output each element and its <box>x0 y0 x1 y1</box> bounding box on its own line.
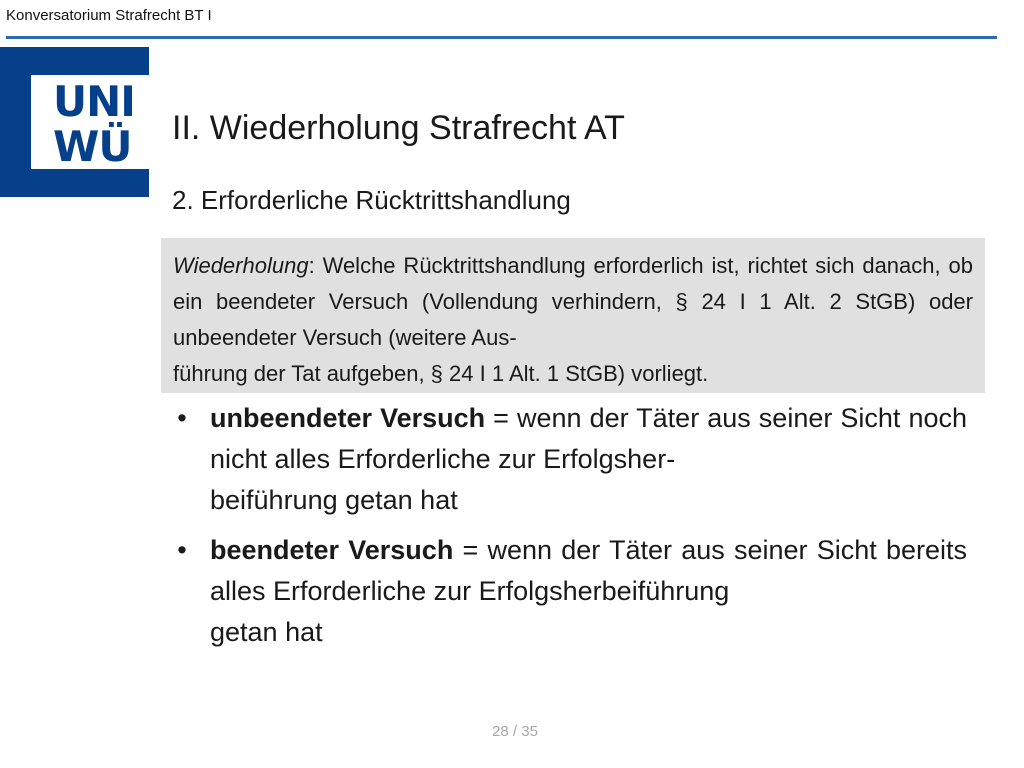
definition-text: = wenn der Täter aus seiner Sicht noch nicht alles Erforderliche zur Erfolgsher- <box>210 403 967 474</box>
definition-term: beendeter Versuch <box>210 535 454 565</box>
definition-text-continued: beiführung getan hat <box>210 485 458 515</box>
definition-text-continued: getan hat <box>210 617 323 647</box>
definition-term: unbeendeter Versuch <box>210 403 486 433</box>
recap-box <box>161 238 985 393</box>
header-divider <box>6 36 997 39</box>
definition-text: = wenn der Täter aus seiner Sicht bereits alles Erforderliche zur Erfolgsherbeiführung <box>210 535 967 606</box>
bullet-icon: • <box>177 403 187 433</box>
university-logo <box>0 47 149 197</box>
bullet-icon: • <box>177 535 187 565</box>
definition-list <box>172 398 967 662</box>
recap-text: : Welche Rücktrittshandlung erforderlich ist, richtet sich danach, ob ein beendeter Versuch (Vollendung verhindern, § 24 I 1 Alt. 2 StGB) oder unbeendeter Versuch (weitere Aus- <box>173 253 973 350</box>
list-item <box>172 398 967 521</box>
page-number: 28 / 35 <box>492 723 538 740</box>
recap-text-continued: führung der Tat aufgeben, § 24 I 1 Alt. 1 StGB) vorliegt. <box>173 361 709 386</box>
logo-text-line1: UNI <box>53 77 135 126</box>
logo-text-line2: WÜ <box>53 122 132 171</box>
recap-label: Wiederholung <box>173 253 309 278</box>
list-item <box>172 530 967 653</box>
slide-title: II. Wiederholung Strafrecht AT <box>172 109 625 147</box>
slide-subtitle: 2. Erforderliche Rücktrittshandlung <box>172 185 571 215</box>
presentation-title: Konversatorium Strafrecht BT I <box>6 7 212 24</box>
